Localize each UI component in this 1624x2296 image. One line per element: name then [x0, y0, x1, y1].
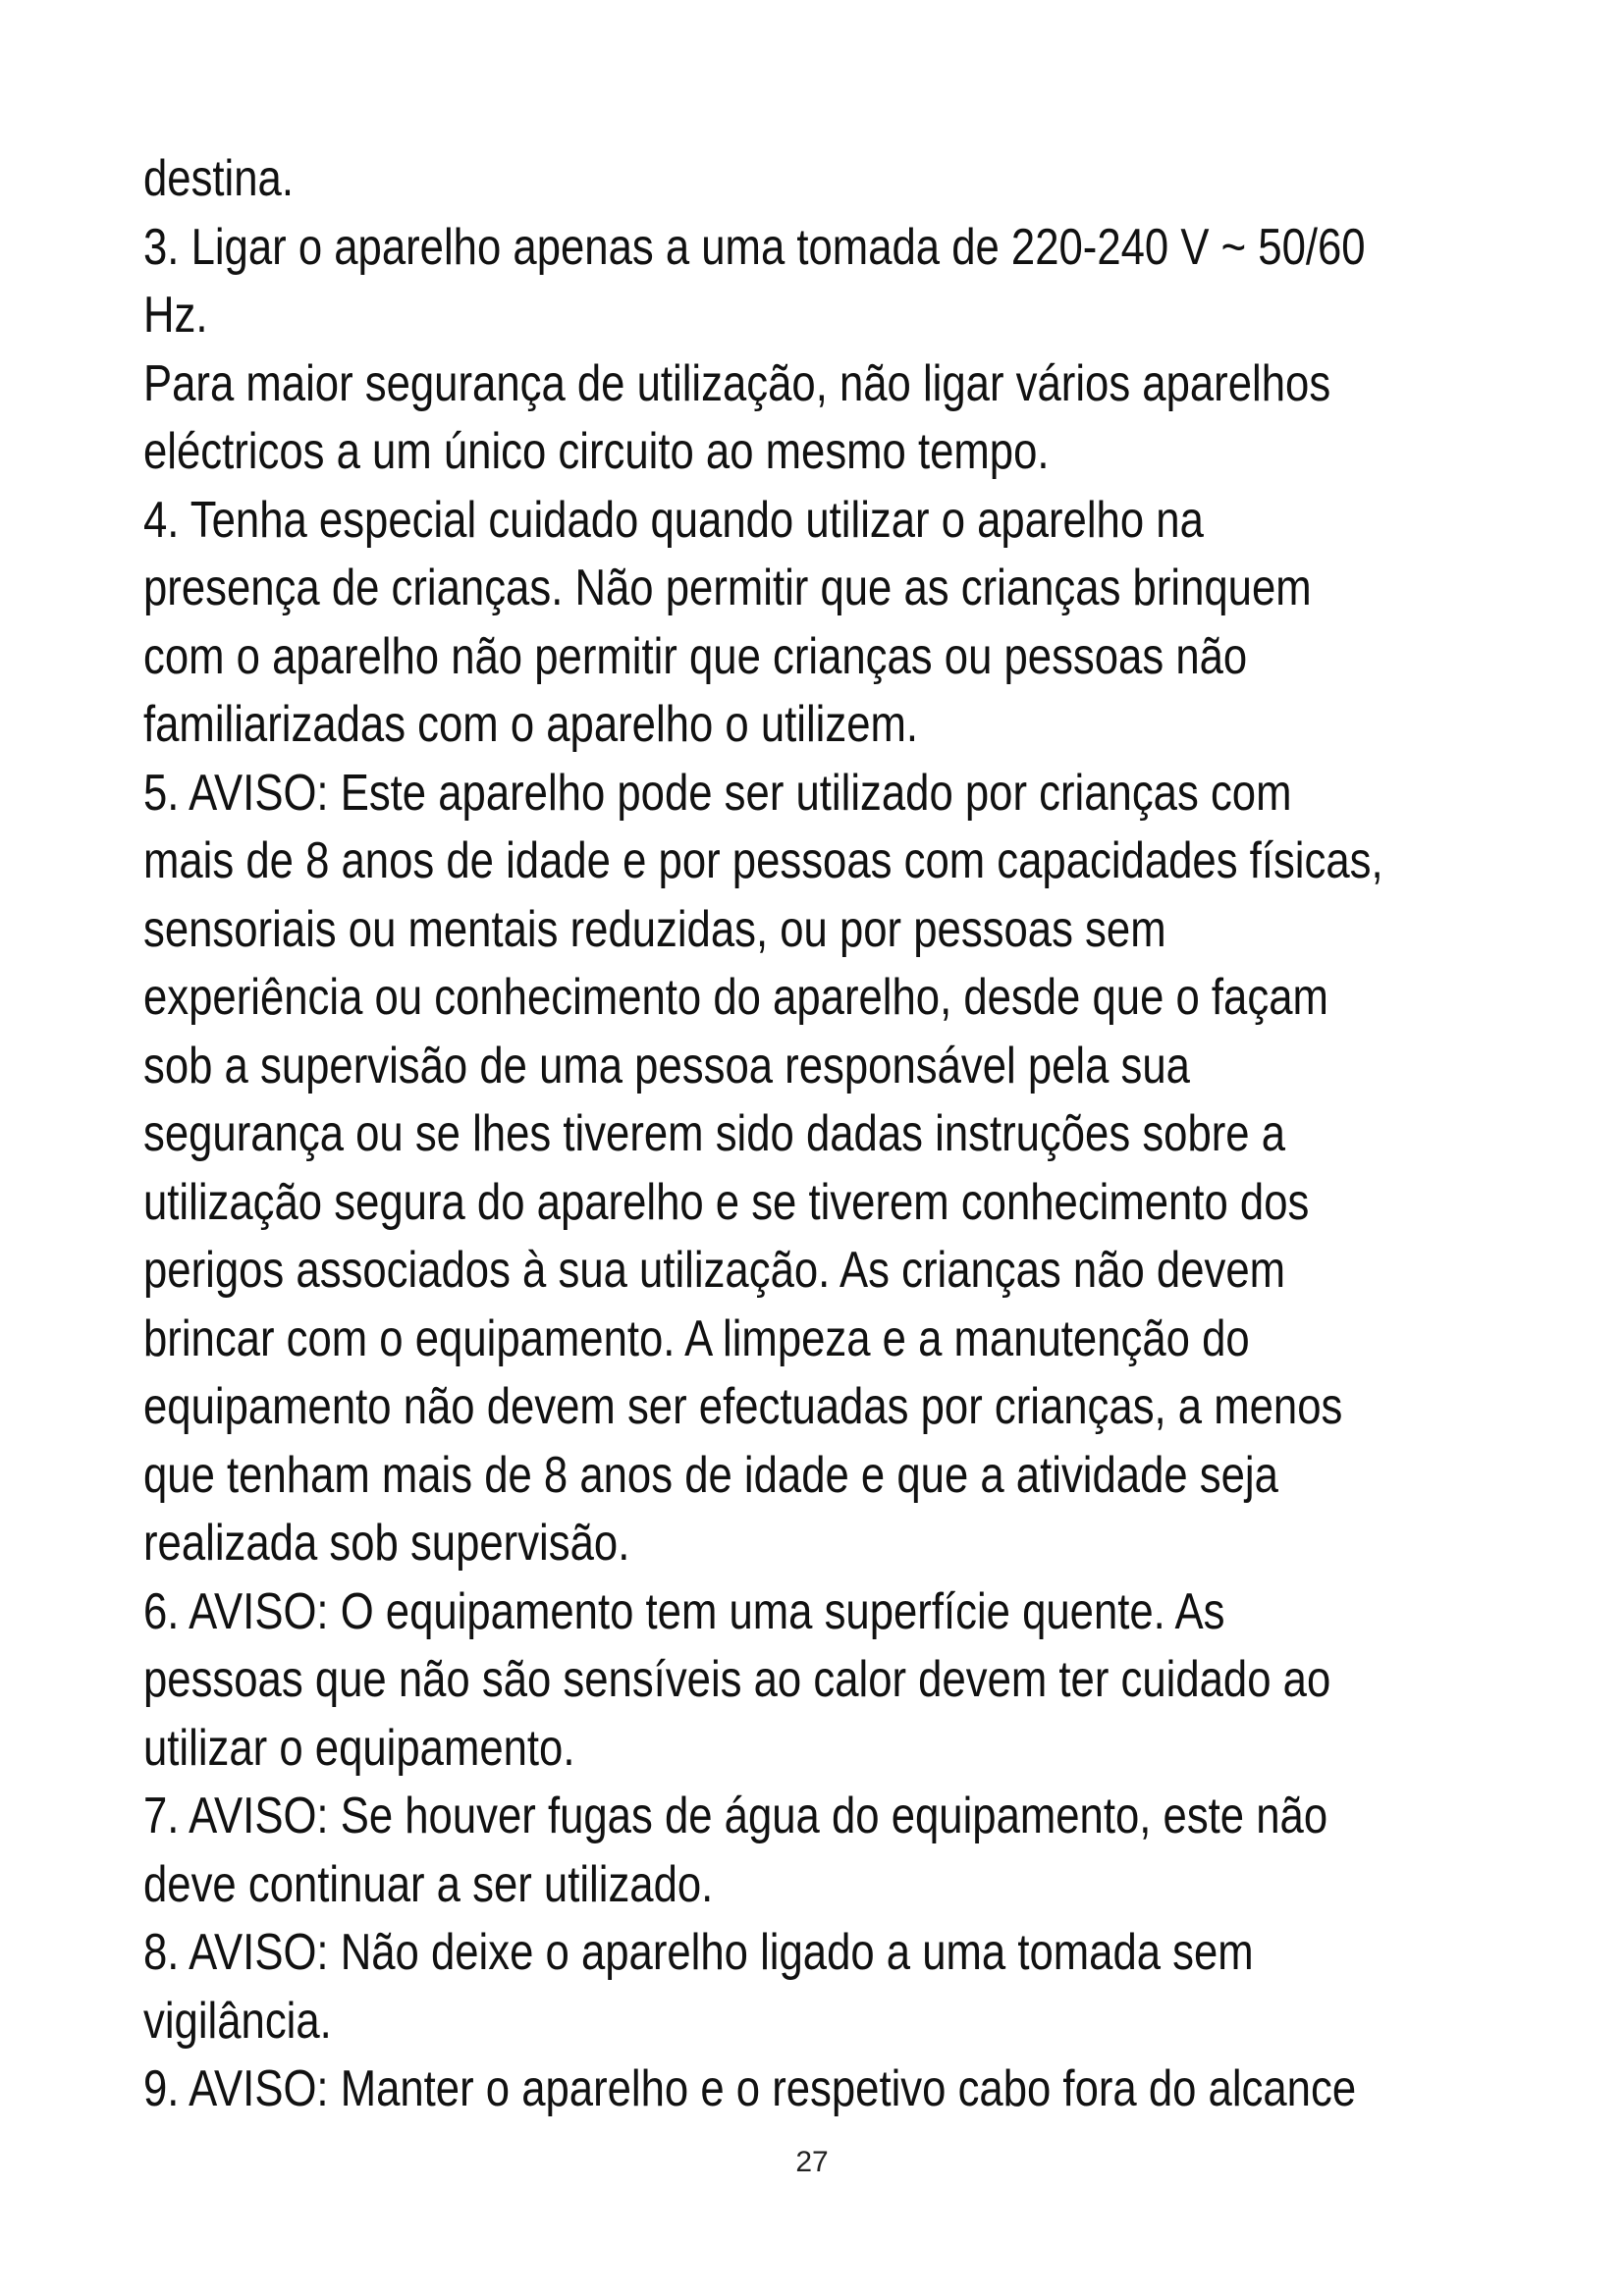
text-line: experiência ou conhecimento do aparelho, desde que o façam: [143, 969, 1328, 1026]
text-line: 4. Tenha especial cuidado quando utilizar o aparelho na: [143, 491, 1204, 549]
text-line: brincar com o equipamento. A limpeza e a manutenção do: [143, 1309, 1250, 1367]
text-line: 7. AVISO: Se houver fugas de água do equipamento, este não: [143, 1788, 1328, 1844]
text-line: utilizar o equipamento.: [143, 1719, 575, 1777]
text-line: Para maior segurança de utilização, não ligar vários aparelhos: [143, 354, 1331, 412]
text-line: Hz.: [143, 287, 208, 344]
text-line: 5. AVISO: Este aparelho pode ser utilizado por crianças com: [143, 764, 1292, 822]
text-line: sob a supervisão de uma pessoa responsável pela sua: [143, 1037, 1190, 1095]
text-line: vigilância.: [143, 1992, 332, 2050]
text-line: destina.: [143, 150, 294, 207]
text-line: eléctricos a um único circuito ao mesmo tempo.: [143, 423, 1050, 480]
text-line: 9. AVISO: Manter o aparelho e o respetivo cabo fora do alcance: [143, 2060, 1357, 2117]
text-line: segurança ou se lhes tiverem sido dadas instruções sobre a: [143, 1105, 1286, 1162]
text-line: sensoriais ou mentais reduzidas, ou por pessoas sem: [143, 900, 1166, 958]
page-number: 27: [795, 2146, 829, 2178]
text-line: equipamento não devem ser efectuadas por crianças, a menos: [143, 1378, 1343, 1435]
text-line: familiarizadas com o aparelho o utilizem.: [143, 696, 919, 753]
text-line: presença de crianças. Não permitir que as crianças brinquem: [143, 560, 1312, 616]
text-line: 6. AVISO: O equipamento tem uma superfície quente. As: [143, 1582, 1225, 1640]
text-line: 3. Ligar o aparelho apenas a uma tomada de 220-240 V ~ 50/60: [143, 218, 1366, 276]
text-line: perigos associados à sua utilização. As crianças não devem: [143, 1242, 1286, 1299]
text-line: utilização segura do aparelho e se tiverem conhecimento dos: [143, 1173, 1310, 1231]
text-line: realizada sob supervisão.: [143, 1515, 630, 1572]
text-line: mais de 8 anos de idade e por pessoas com capacidades físicas,: [143, 832, 1383, 889]
text-line: deve continuar a ser utilizado.: [143, 1855, 714, 1913]
text-line: com o aparelho não permitir que crianças ou pessoas não: [143, 627, 1248, 685]
text-line: pessoas que não são sensíveis ao calor devem ter cuidado ao: [143, 1651, 1331, 1708]
body-text: [143, 145, 1383, 2124]
text-line: que tenham mais de 8 anos de idade e que a atividade seja: [143, 1446, 1278, 1504]
text-line: 8. AVISO: Não deixe o aparelho ligado a uma tomada sem: [143, 1924, 1254, 1981]
